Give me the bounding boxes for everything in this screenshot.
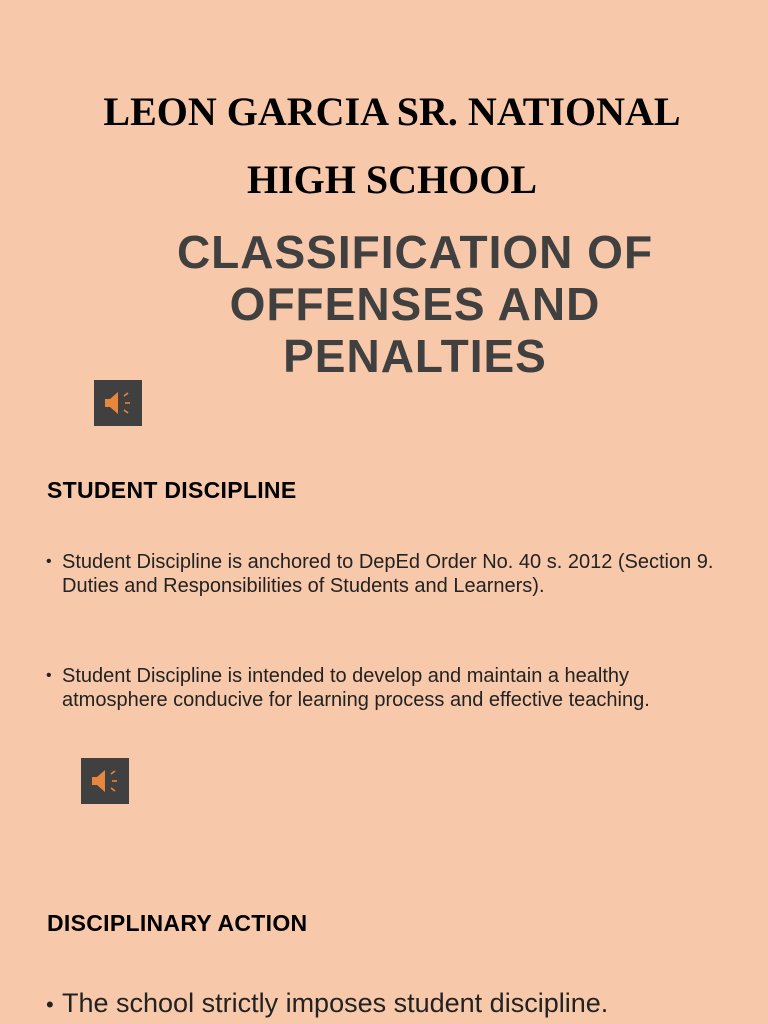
bullet-dot: • [46,553,52,570]
bullet-item [46,664,726,712]
bullet-dot: • [46,992,54,1017]
section-heading-disciplinary-action: DISCIPLINARY ACTION [47,910,308,936]
audio-button[interactable] [81,758,129,804]
bullet-item [46,550,726,598]
section-heading-student-discipline: STUDENT DISCIPLINE [47,477,297,503]
bullet-dot: • [46,667,52,684]
bullet-text: The school strictly imposes student discipline. [62,988,609,1018]
bullet-item [46,985,746,1021]
speaker-icon [88,766,122,796]
slide-title [110,226,720,382]
school-name [0,78,768,214]
slide-title-line3: PENALTIES [283,330,547,382]
slide-title-line1: CLASSIFICATION OF [176,226,654,278]
school-name-line2: HIGH SCHOOL [246,157,538,202]
bullet-text: Student Discipline is intended to develop and maintain a healthy atmosphere conducive for learning process and effective teaching. [62,665,650,711]
speaker-icon [101,388,135,418]
school-name-line1: LEON GARCIA SR. NATIONAL [103,89,681,134]
audio-button[interactable] [94,380,142,426]
bullet-text: Student Discipline is anchored to DepEd Order No. 40 s. 2012 (Section 9. Duties and Responsibilities of Students and Learners). [62,551,714,597]
slide-title-line2: OFFENSES AND [229,278,601,330]
